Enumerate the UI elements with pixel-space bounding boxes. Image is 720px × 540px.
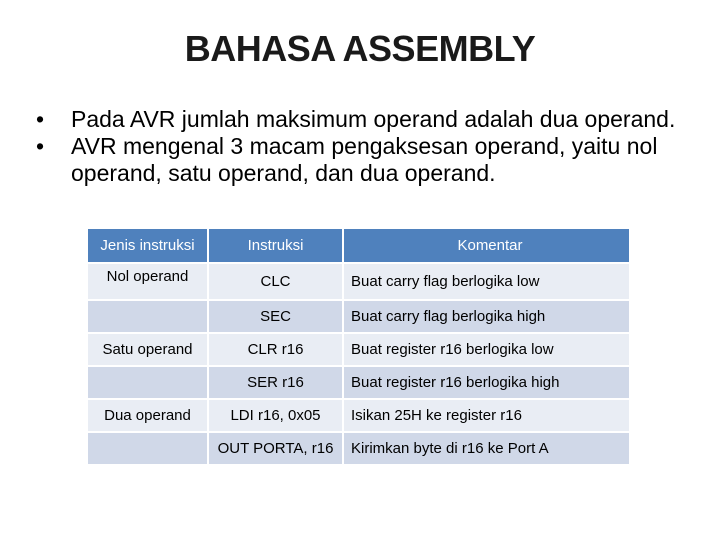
table-row: [88, 299, 629, 332]
cell-jenis: Nol operand: [88, 262, 209, 299]
instruction-table: [88, 229, 629, 464]
cell-komentar: Buat register r16 berlogika low: [344, 332, 629, 365]
table-row: [88, 398, 629, 431]
cell-jenis: Satu operand: [88, 332, 209, 365]
bullet-item: [36, 133, 696, 187]
table-row: [88, 431, 629, 464]
cell-instruksi: CLR r16: [209, 332, 344, 365]
cell-komentar: Buat carry flag berlogika low: [344, 262, 629, 299]
cell-instruksi: OUT PORTA, r16: [209, 431, 344, 464]
bullet-text: AVR mengenal 3 macam pengaksesan operand, yaitu nol operand, satu operand, dan dua operand.: [71, 133, 658, 186]
bullet-dot-icon: •: [36, 106, 45, 132]
cell-jenis: Dua operand: [88, 398, 209, 431]
cell-jenis: [88, 299, 209, 332]
table-row: [88, 262, 629, 299]
header-instruksi: Instruksi: [209, 229, 344, 262]
header-jenis: Jenis instruksi: [88, 229, 209, 262]
bullet-dot-icon: •: [36, 133, 45, 159]
cell-komentar: Kirimkan byte di r16 ke Port A: [344, 431, 629, 464]
cell-instruksi: LDI r16, 0x05: [209, 398, 344, 431]
bullet-item: [36, 106, 696, 133]
bullet-text: Pada AVR jumlah maksimum operand adalah dua operand.: [71, 106, 676, 132]
slide-title: BAHASA ASSEMBLY: [184, 28, 536, 69]
table-header-row: [88, 229, 629, 262]
header-komentar: Komentar: [344, 229, 629, 262]
cell-instruksi: SER r16: [209, 365, 344, 398]
cell-komentar: Buat register r16 berlogika high: [344, 365, 629, 398]
cell-jenis: [88, 365, 209, 398]
cell-instruksi: SEC: [209, 299, 344, 332]
cell-instruksi: CLC: [209, 262, 344, 299]
cell-jenis: [88, 431, 209, 464]
table-row: [88, 365, 629, 398]
table-row: [88, 332, 629, 365]
bullet-list: [36, 106, 696, 187]
cell-komentar: Isikan 25H ke register r16: [344, 398, 629, 431]
cell-komentar: Buat carry flag berlogika high: [344, 299, 629, 332]
